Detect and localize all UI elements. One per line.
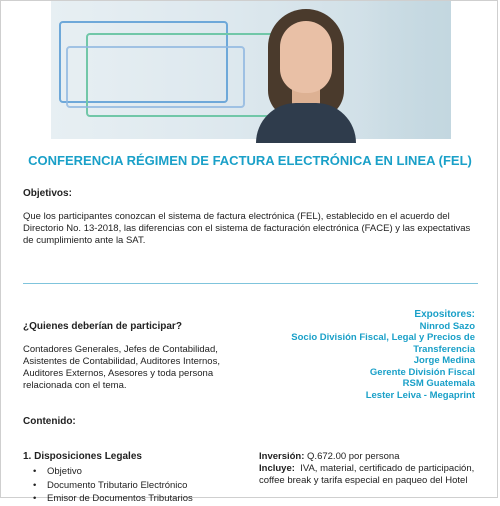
includes-value: IVA, material, certificado de participación, coffee break y tarifa especial en paqueo del Hotel [259,463,475,486]
investment-label: Inversión: [259,451,305,462]
list-item: • Emisor de Documentos Tributarios [47,492,193,506]
divider [23,283,478,284]
speaker-line: Socio División Fiscal, Legal y Precios de [291,332,475,343]
speaker-line: Transferencia [413,343,475,355]
banner-shade [361,1,451,139]
includes-label: Incluye: [259,463,295,474]
speaker-line: RSM Guatemala [402,378,475,389]
speaker-line: Gerente División Fiscal [369,366,475,378]
speaker-line: Ninrod Sazo [419,320,475,332]
presenter-photo [256,1,356,139]
investment-block [259,451,479,487]
decorative-frame [66,46,245,108]
speakers-block [275,309,475,401]
section-items [47,465,193,506]
objectives-text: Que los participantes conozcan el sistema de factura electrónica (FEL), establecido en el acuerdo del Directorio No. 13-2018, las diferencias con el sistema de facturación electrónica (FACE) y las expectativas de cumplimiento ante la SAT. [23,211,471,246]
speakers-label: Expositores: [414,309,475,320]
hero-banner [51,1,451,139]
speaker-line: Jorge Medina [413,355,475,366]
who-heading: ¿Quienes deberían de participar? [23,321,182,332]
page-title: CONFERENCIA RÉGIMEN DE FACTURA ELECTRÓNICA EN LINEA (FEL) [28,153,472,168]
list-item: • Documento Tributario Electrónico [47,479,193,493]
content-heading: Contenido: [23,416,76,427]
speaker-line: Lester Leiva - Megaprint [365,389,475,401]
section-title: 1. Disposiciones Legales [23,451,142,462]
objectives-heading: Objetivos: [23,188,72,199]
list-item: • Objetivo [47,465,193,479]
investment-value: Q.672.00 por persona [307,451,400,462]
who-text: Contadores Generales, Jefes de Contabilidad, Asistentes de Contabilidad, Auditores Internos, Auditores Externos, Asesores y toda persona relacionada con el tema. [23,344,220,391]
